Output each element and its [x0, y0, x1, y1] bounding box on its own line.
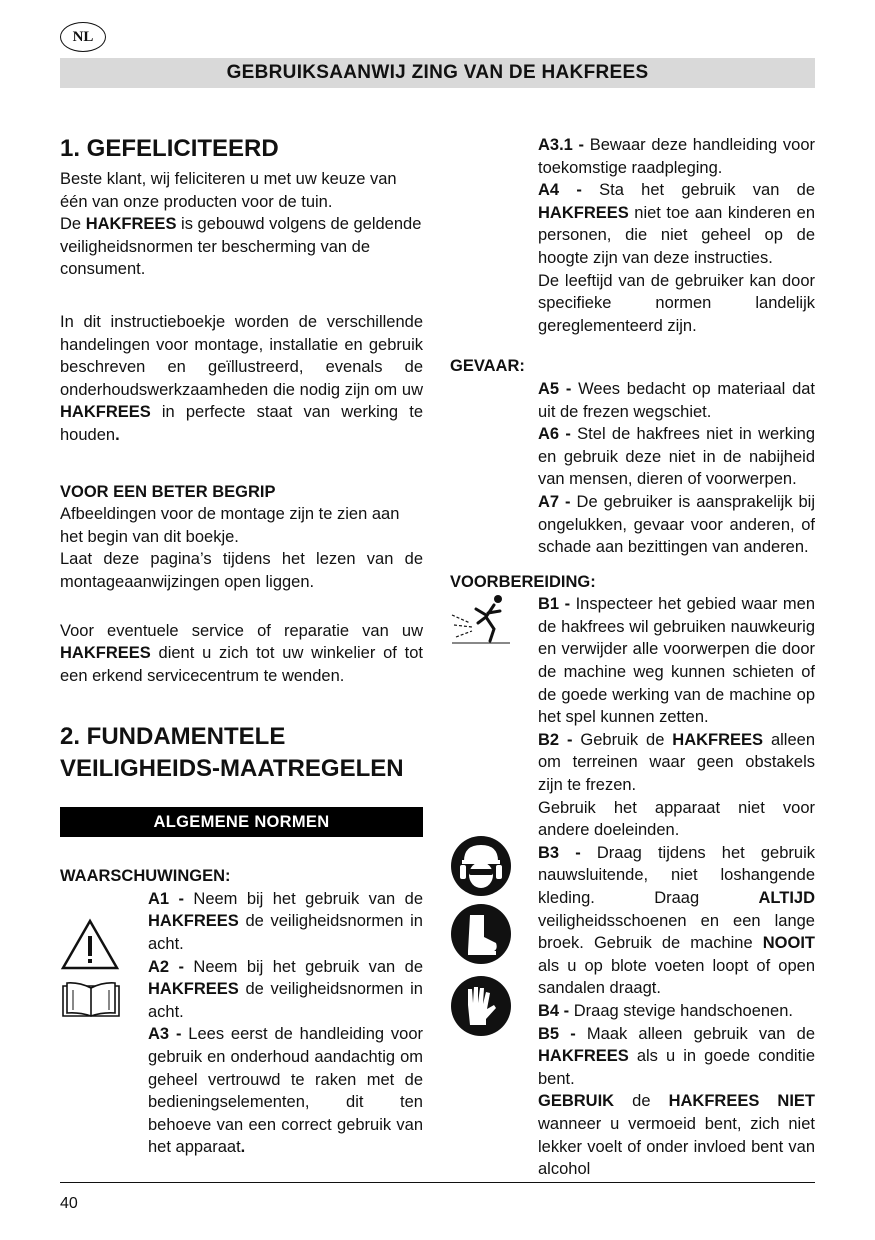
- right-column: [450, 134, 815, 1181]
- item-b5: B5 - Maak alleen gebruik van de HAKFREES als u in goede conditie bent.: [538, 1024, 815, 1088]
- section-2-heading: 2. FUNDAMENTELE VEILIGHEIDS-MAATREGELEN: [60, 723, 404, 783]
- item-a5: A5 - Wees bedacht op materiaal dat uit de frezen wegschiet.: [538, 379, 816, 421]
- helmet-goggles-icon: [450, 835, 512, 897]
- paragraph-built: De HAKFREES is gebouwd volgens de geldende veiligheidsnormen ter bescherming van de consument.: [60, 215, 422, 279]
- footer-divider: [60, 1182, 815, 1183]
- item-a2: A2 - Neem bij het gebruik van de HAKFREES de veiligheidsnormen in acht.: [148, 957, 423, 1021]
- page-header-title: GEBRUIKSAANWIJ ZING VAN DE HAKFREES: [60, 58, 815, 88]
- manual-book-icon: [60, 980, 122, 1020]
- warnings-heading: WAARSCHUWINGEN:: [60, 867, 231, 886]
- flying-debris-icon: [450, 593, 512, 645]
- item-a6: A6 - Stel de hakfrees niet in werking en gebruik deze niet in de nabijheid van mensen, dieren of voorwerpen.: [538, 425, 815, 489]
- item-b1: B1 - Inspecteer het gebied waar men de hakfrees wil gebruiken nauwkeurig en verwijder alle voorwerpen die door de machine weg kunnen schieten of de goede werking van de machine op het spel kunnen zetten.: [538, 595, 815, 727]
- left-column: [60, 134, 423, 1159]
- subheading-better-understanding: VOOR EEN BETER BEGRIP: [60, 482, 276, 501]
- item-b3: B3 - Draag tijdens het gebruik nauwsluitende, niet loshangende kleding. Draag ALTIJD veiligheidsschoenen en een lange broek. Gebruik de machine NOOIT als u op blote voeten loopt of open sandalen draagt.: [538, 843, 815, 998]
- warning-icons: [60, 888, 148, 1159]
- preparation-icons: [450, 593, 538, 1180]
- page-number: 40: [60, 1195, 78, 1212]
- warnings-block: [60, 888, 423, 1159]
- item-a1: A1 - Neem bij het gebruik van de HAKFREES de veiligheidsnormen in acht.: [148, 889, 423, 954]
- item-a4-age: De leeftijd van de gebruiker kan door specifieke normen landelijk gereglementeerd zijn.: [538, 271, 815, 335]
- item-b4: B4 - Draag stevige handschoenen.: [538, 1001, 793, 1020]
- preparation-block: [450, 593, 815, 1180]
- paragraph-keep-open: Laat deze pagina’s tijdens het lezen van de montageaanwijzingen open liggen.: [60, 550, 423, 591]
- section-1-heading: 1. GEFELICITEERD: [60, 135, 279, 162]
- language-badge: NL: [60, 22, 106, 52]
- paragraph-service: Voor eventuele service of reparatie van uw HAKFREES dient u zich tot uw winkelier of tot een erkend servicecentrum te wenden.: [60, 621, 423, 685]
- safety-boot-icon: [450, 903, 512, 965]
- warning-triangle-icon: [60, 918, 120, 972]
- paragraph-images: Afbeeldingen voor de montage zijn te zien aan het begin van dit boekje.: [60, 505, 400, 546]
- paragraph-congrats: Beste klant, wij feliciteren u met uw keuze van één van onze producten voor de tuin.: [60, 170, 397, 211]
- preparation-heading: VOORBEREIDING:: [450, 572, 596, 591]
- paragraph-instructions: In dit instructieboekje worden de verschillende handelingen voor montage, installatie en gebruik beschreven en geïllustreerd, evenals de onderhoudswerkzaamheden die nodig zijn om uw HAKFREES in perfecte staat van werking te houden.: [60, 312, 423, 444]
- item-a7: A7 - De gebruiker is aansprakelijk bij ongelukken, gevaar voor anderen, of schade aan bezittingen van anderen.: [538, 492, 816, 557]
- danger-heading: GEVAAR:: [450, 357, 525, 376]
- item-a4: A4 - Sta het gebruik van de HAKFREES niet toe aan kinderen en personen, die niet geheel op de hoogte zijn van deze instructies.: [538, 181, 815, 267]
- general-norms-band: ALGEMENE NORMEN: [60, 807, 423, 837]
- item-a3-1: A3.1 - Bewaar deze handleiding voor toekomstige raadpleging.: [538, 136, 815, 177]
- item-b2-other-use: Gebruik het apparaat niet voor andere doeleinden.: [538, 798, 815, 840]
- item-b2: B2 - Gebruik de HAKFREES alleen om terreinen waar geen obstakels zijn te frezen.: [538, 730, 815, 795]
- item-b5-not: GEBRUIK de HAKFREES NIET wanneer u vermoeid bent, zich niet lekker voelt of onder invloed bent van alcohol: [538, 1092, 815, 1179]
- item-a3: A3 - Lees eerst de handleiding voor gebruik en onderhoud aandachtig om geheel vertrouwd te raken met de bedieningselementen, dit ten behoeve van een correct gebruik van het apparaat.: [148, 1025, 423, 1157]
- gloves-icon: [450, 975, 512, 1037]
